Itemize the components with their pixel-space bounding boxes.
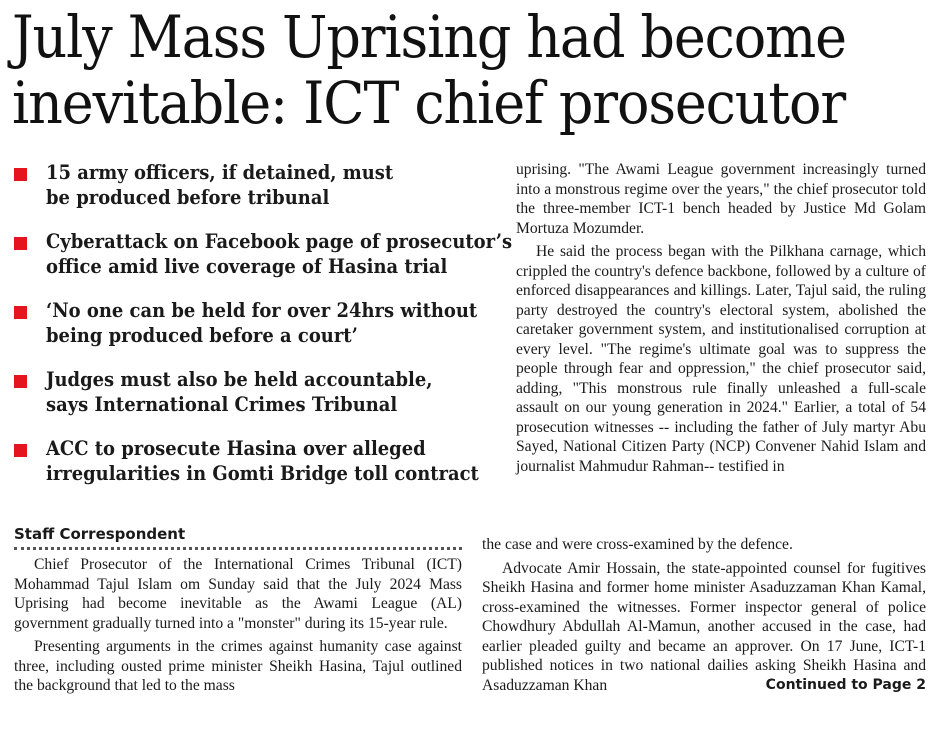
highlight-item	[14, 229, 513, 298]
highlight-line: Judges must also be held accountable,	[46, 368, 433, 391]
headline-line-2: inevitable: ICT chief prosecutor	[12, 69, 846, 137]
highlight-line: Cyberattack on Facebook page of prosecutor’s	[46, 230, 513, 253]
article-column-left	[14, 555, 462, 700]
article-paragraph: He said the process began with the Pilkhana carnage, which crippled the country's defence backbone, followed by a culture of enforced disappearances and killings. Later, Tajul said, the ruling party destroyed the country's electoral system, abolished the caretaker government system, and institutionalised corruption at every level. "The regime's ultimate goal was to suppress the people through fear and oppression," the chief prosecutor said, adding, "This monstrous rule finally unleashed a full-scale assault on our young generation in 2024." Earlier, a total of 54 prosecution witnesses -- including the father of July martyr Abu Sayed, National Citizen Party (NCP) Convener Nahid Islam and journalist Mahmudur Rahman-- testified in	[516, 243, 926, 475]
highlight-line: being produced before a court’	[46, 324, 358, 347]
highlight-item	[14, 436, 504, 505]
byline: Staff Correspondent	[14, 524, 462, 550]
red-square-icon	[14, 306, 27, 319]
red-square-icon	[14, 168, 27, 181]
highlight-line: be produced before tribunal	[46, 186, 330, 209]
highlight-item	[14, 160, 504, 229]
highlight-item	[14, 298, 504, 367]
article-paragraph: uprising. "The Awami League government increasingly turned into a monstrous regime over the years," the chief prosecutor told the three-member ICT-1 bench headed by Justice Md Golam Mortuza Mozumder.	[516, 161, 926, 237]
highlight-line: irregularities in Gomti Bridge toll contract	[46, 462, 479, 485]
article-column-bottom	[482, 535, 926, 699]
highlight-line: office amid live coverage of Hasina trial	[46, 255, 448, 278]
article-paragraph: Presenting arguments in the crimes against humanity case against three, including ousted prime minister Sheikh Hasina, Tajul outlined the background that led to the mass	[14, 638, 462, 694]
red-square-icon	[14, 444, 27, 457]
highlight-line: says International Crimes Tribunal	[46, 393, 398, 416]
article-paragraph-text: Advocate Amir Hossain, the state-appointed counsel for fugitives Sheikh Hasina and former home minister Asaduzzaman Khan Kamal, cross-examined the witnesses. Former inspector general of police Chowdhury Abdullah Al-Mamun, another accused in the case, had earlier pleaded guilty and became an approver. On 17 June, ICT-1 published notices in two national dailies asking Sheikh Hasina and Asaduzzaman Khan	[482, 559, 926, 694]
highlight-item	[14, 367, 504, 436]
red-square-icon	[14, 375, 27, 388]
article-paragraph: the case and were cross-examined by the defence.	[482, 536, 793, 553]
highlight-line: 15 army officers, if detained, must	[46, 161, 394, 184]
headline-line-1: July Mass Uprising had become	[12, 3, 846, 71]
highlight-line: ‘No one can be held for over 24hrs without	[46, 299, 478, 322]
article-paragraph	[482, 559, 926, 696]
article-paragraph: Chief Prosecutor of the International Crimes Tribunal (ICT) Mohammad Tajul Islam om Sunday said that the July 2024 Mass Uprising had become inevitable as the Awami League (AL) government gradually turned into a "monster" during its 15-year rule.	[14, 556, 462, 632]
article-column-right	[516, 160, 926, 480]
highlight-line: ACC to prosecute Hasina over alleged	[46, 437, 426, 460]
highlights-list	[14, 160, 513, 505]
headline	[12, 4, 868, 136]
continued-link[interactable]: Continued to Page 2	[765, 676, 926, 693]
red-square-icon	[14, 237, 27, 250]
